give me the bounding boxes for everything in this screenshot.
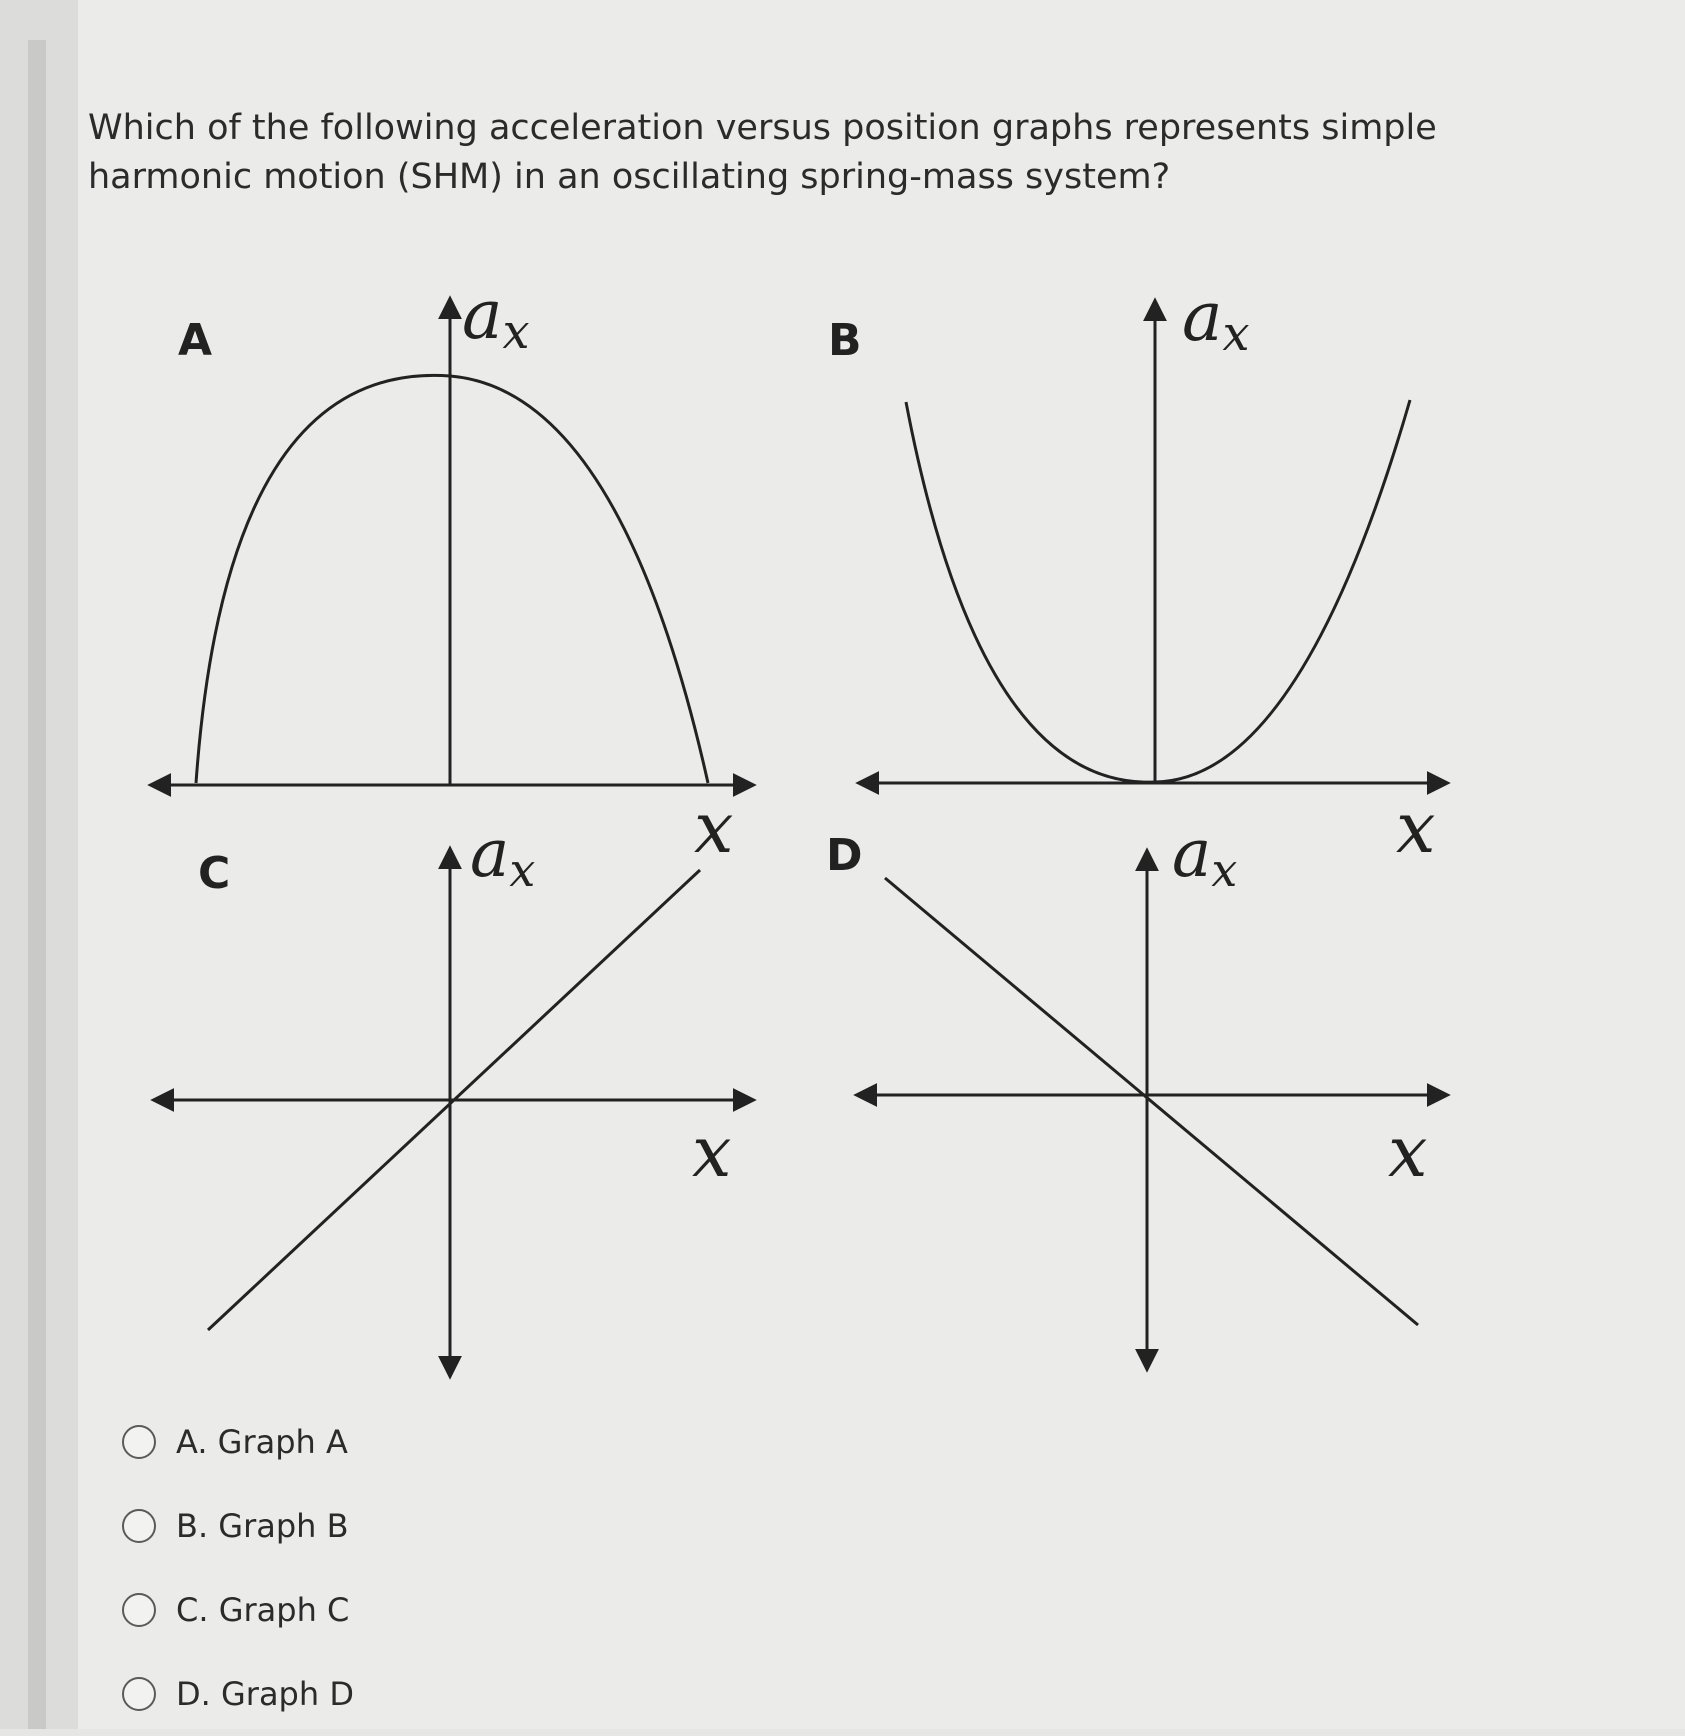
graph-c-y-label: ax [470, 815, 536, 897]
graph-b-letter: B [828, 315, 862, 366]
option-d-radio[interactable] [122, 1677, 156, 1711]
graph-a [152, 276, 752, 869]
graph-c-letter: C [198, 848, 231, 899]
graph-d-letter: D [826, 830, 863, 881]
option-b-radio[interactable] [122, 1509, 156, 1543]
option-c-label: C. Graph C [176, 1591, 350, 1629]
option-b[interactable] [122, 1484, 354, 1568]
graph-b-y-label: ax [1182, 278, 1250, 362]
graph-b-curve [906, 400, 1410, 782]
option-c-radio[interactable] [122, 1593, 156, 1627]
graph-a-curve [196, 375, 708, 783]
option-a[interactable] [122, 1400, 354, 1484]
graph-a-x-label: x [694, 787, 734, 869]
answer-options [122, 1400, 354, 1736]
option-a-label: A. Graph A [176, 1423, 348, 1461]
option-a-radio[interactable] [122, 1425, 156, 1459]
graph-c [155, 815, 752, 1375]
graph-d [826, 815, 1446, 1368]
graph-d-curve [885, 878, 1418, 1325]
graph-d-x-label: x [1388, 1111, 1428, 1193]
graph-a-letter: A [178, 315, 213, 366]
graph-a-y-label: ax [462, 276, 530, 360]
graph-c-x-label: x [692, 1111, 732, 1193]
graph-b-x-label: x [1396, 787, 1436, 869]
option-d[interactable] [122, 1652, 354, 1736]
option-c[interactable] [122, 1568, 354, 1652]
option-b-label: B. Graph B [176, 1507, 349, 1545]
question-text: Which of the following acceleration versus position graphs represents simple harmonic motion (SHM) in an oscillating spring-mass system? [88, 108, 1437, 197]
option-d-label: D. Graph D [176, 1675, 354, 1713]
graph-d-y-label: ax [1172, 815, 1238, 897]
graph-b [828, 278, 1446, 869]
